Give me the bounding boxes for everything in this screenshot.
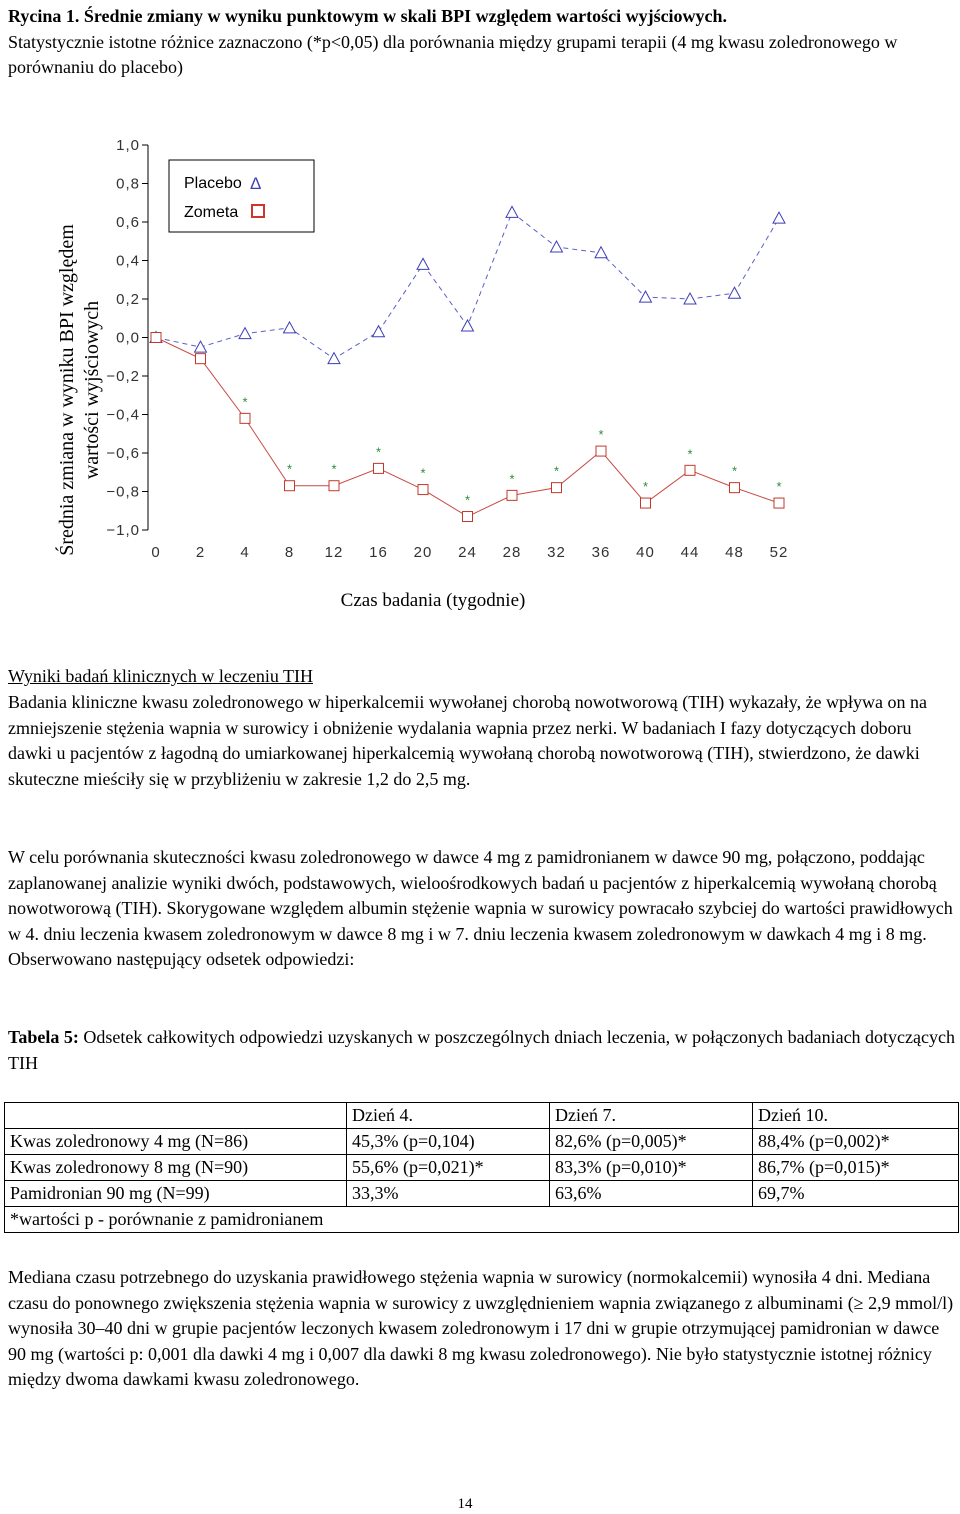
placebo-point xyxy=(417,258,429,269)
x-tick-label: 40 xyxy=(636,544,655,561)
y-tick-label: 0,2 xyxy=(116,291,140,308)
significance-marker: * xyxy=(598,427,604,443)
bpi-line-chart xyxy=(0,128,870,568)
placebo-point xyxy=(684,293,696,304)
table-cell: Kwas zoledronowy 8 mg (N=90) xyxy=(5,1155,347,1181)
section2-body: W celu porównania skuteczności kwasu zoledronowego w dawce 4 mg z pamidronianem w dawce 90 mg, połączono, poddając zaplanowanej analizie wyniki dwóch, podstawowych, wieloośrodkowych badań u pacjentów z hiperkalcemią wywołaną chorobą nowotworową (TIH). Skorygowane względem albumin stężenie wapnia w surowicy powracało szybciej do wartości prawidłowych w 4. dniu leczenia kwasem zoledronowym w dawce 8 mg i w 7. dniu leczenia kwasem zoledronowym w dawkach 4 mg i 8 mg. Obserwowano następujący odsetek odpowiedzi: xyxy=(8,847,953,969)
table-row xyxy=(5,1155,959,1181)
y-tick-label: 0,0 xyxy=(116,329,140,347)
placebo-point xyxy=(729,287,741,298)
significance-marker: * xyxy=(731,463,738,479)
table-cell: 82,6% (p=0,005)* xyxy=(550,1129,753,1155)
table-footnote-row xyxy=(5,1207,959,1233)
table-header-cell: Dzień 10. xyxy=(753,1103,959,1129)
y-tick-label: −0,4 xyxy=(106,406,140,424)
zometa-point xyxy=(418,485,428,495)
significance-marker: * xyxy=(687,446,693,462)
zometa-point xyxy=(507,490,517,500)
figure-caption xyxy=(8,4,956,81)
x-tick-label: 32 xyxy=(547,544,566,561)
legend-placebo-label: Placebo xyxy=(184,175,242,192)
zometa-point xyxy=(285,481,295,491)
significance-marker: * xyxy=(242,394,248,410)
x-tick-label: 20 xyxy=(413,544,433,561)
y-tick-label: −0,6 xyxy=(106,445,140,462)
significance-marker: * xyxy=(420,465,426,481)
placebo-point xyxy=(551,241,563,252)
table-row xyxy=(5,1181,959,1207)
x-tick-label: 2 xyxy=(195,544,206,561)
x-tick-label: 8 xyxy=(284,544,295,561)
table-cell: 69,7% xyxy=(753,1181,959,1207)
x-tick-label: 16 xyxy=(369,544,388,561)
table-cell: Kwas zoledronowy 4 mg (N=86) xyxy=(5,1129,347,1155)
page-number: 14 xyxy=(457,1496,473,1512)
table-header-row xyxy=(5,1103,959,1129)
y-tick-label: 1,0 xyxy=(116,137,140,154)
y-tick-label: −0,8 xyxy=(106,483,140,501)
zometa-series-line xyxy=(156,338,782,517)
legend xyxy=(169,160,314,232)
x-tick-label: 44 xyxy=(680,544,700,561)
placebo-point xyxy=(195,341,207,352)
placebo-point xyxy=(506,206,518,217)
table5-caption-label: Tabela 5: xyxy=(8,1027,79,1047)
markers xyxy=(150,206,785,521)
table-cell: 45,3% (p=0,104) xyxy=(347,1129,550,1155)
table-header-cell: Dzień 7. xyxy=(550,1103,753,1129)
table5 xyxy=(4,1102,959,1233)
y-tick-label: 0,8 xyxy=(116,175,140,193)
section3-body: Mediana czasu potrzebnego do uzyskania prawidłowego stężenia wapnia w surowicy (normokalcemii) wynosiła 4 dni. Mediana czasu do ponownego zwiększenia stężenia wapnia w surowicy z uwzględnieniem wapnia związanego z albuminami (≥ 2,9 mmol/l) wynosiła 30–40 dni w grupie pacjentów leczonych kwasem zoledronowym i 17 dni w grupie otrzymującej pamidronian w dawce 90 mg (wartości p: 0,001 dla dawki 4 mg i 0,007 dla dawki 8 mg kwasu zoledronowego). Nie było statystycznie istotnej różnicy między dwoma dawkami kwasu zoledronowego. xyxy=(8,1267,954,1389)
zometa-point xyxy=(151,333,161,343)
table-cell: 33,3% xyxy=(347,1181,550,1207)
table-header-cell: Dzień 4. xyxy=(347,1103,550,1129)
table-header-cell xyxy=(5,1103,347,1129)
placebo-point xyxy=(462,320,474,331)
legend-placebo-symbol: Δ xyxy=(250,174,262,193)
table-cell: 63,6% xyxy=(550,1181,753,1207)
y-axis-label xyxy=(54,224,103,556)
x-tick-label: 48 xyxy=(725,544,744,561)
placebo-point xyxy=(328,353,340,364)
section1-heading: Wyniki badań klinicznych w leczeniu TIH xyxy=(8,666,313,686)
table-row xyxy=(5,1129,959,1155)
table-cell: 83,3% (p=0,010)* xyxy=(550,1155,753,1181)
x-tick-label: 24 xyxy=(458,544,477,561)
zometa-point xyxy=(730,483,740,493)
placebo-point xyxy=(239,328,251,339)
x-axis-title: Czas badania (tygodnie) xyxy=(340,590,526,611)
x-tick-label: 36 xyxy=(591,544,611,561)
section1-body: Badania kliniczne kwasu zoledronowego w hiperkalcemii wywołanej chorobą nowotworową (TIH) wykazały, że wpływa on na zmniejszenie stężenia wapnia w surowicy i obniżenie wydalania wapnia przez nerki. W badaniach I fazy dotyczących doboru dawki u pacjentów z łagodną do umiarkowanej hiperkalcemią wywołaną chorobą nowotworową (TIH), stwierdzono, że dawki skuteczne mieściły się w przybliżeniu w zakresie 1,2 do 2,5 mg. xyxy=(8,692,928,789)
table5-caption-text: Odsetek całkowitych odpowiedzi uzyskanych w poszczególnych dniach leczenia, w połączonych badaniach dotyczących TIH xyxy=(8,1027,956,1073)
table5-caption xyxy=(8,1025,956,1076)
significance-marker: * xyxy=(286,461,293,477)
x-tick-label: 28 xyxy=(502,544,522,561)
x-tick-label: 0 xyxy=(151,544,161,561)
significance-marker: * xyxy=(553,463,560,479)
zometa-point xyxy=(374,463,384,473)
significance-marker: * xyxy=(331,461,337,477)
table-cell: 86,7% (p=0,015)* xyxy=(753,1155,959,1181)
y-tick-label: −1,0 xyxy=(106,522,140,539)
figure-caption-title: Rycina 1. Średnie zmiany w wyniku punktowym w skali BPI względem wartości wyjściowych. xyxy=(8,6,728,26)
significance-marker: * xyxy=(464,492,471,508)
table-cell: 88,4% (p=0,002)* xyxy=(753,1129,959,1155)
significance-marker: * xyxy=(509,471,515,487)
x-tick-label: 52 xyxy=(769,544,789,561)
zometa-point xyxy=(463,512,473,522)
legend-box xyxy=(169,160,314,232)
table-cell: Pamidronian 90 mg (N=99) xyxy=(5,1181,347,1207)
placebo-point xyxy=(284,322,296,333)
zometa-point xyxy=(685,465,695,475)
x-tick-label: 12 xyxy=(324,544,344,561)
legend-zometa-label: Zometa xyxy=(184,204,239,221)
significance-marker: * xyxy=(375,444,382,460)
placebo-point xyxy=(373,326,385,337)
zometa-point xyxy=(240,413,250,423)
y-tick-label: 0,4 xyxy=(116,252,140,270)
zometa-point xyxy=(329,481,339,491)
table-cell: 55,6% (p=0,021)* xyxy=(347,1155,550,1181)
placebo-point xyxy=(773,212,785,223)
zometa-point xyxy=(596,446,606,456)
zometa-point xyxy=(641,498,651,508)
zometa-point xyxy=(196,354,206,364)
y-axis-label-line1: Średnia zmiana w wyniku BPI względem xyxy=(56,224,78,556)
zometa-point xyxy=(552,483,562,493)
significance-marker: * xyxy=(642,479,649,495)
figure-caption-text: Statystycznie istotne różnice zaznaczono (*p<0,05) dla porównania między grupami terapii (4 mg kwasu zoledronowego w porównaniu do placebo) xyxy=(8,31,898,77)
zometa-point xyxy=(774,498,784,508)
x-tick-label: 4 xyxy=(240,544,250,561)
y-tick-label: −0,2 xyxy=(106,368,140,385)
y-axis-label-line2: wartości wyjściowych xyxy=(81,300,103,480)
table-footnote: *wartości p - porównanie z pamidronianem xyxy=(5,1207,959,1233)
placebo-point xyxy=(595,247,607,258)
significance-marker: * xyxy=(776,479,782,495)
y-tick-label: 0,6 xyxy=(116,214,140,231)
